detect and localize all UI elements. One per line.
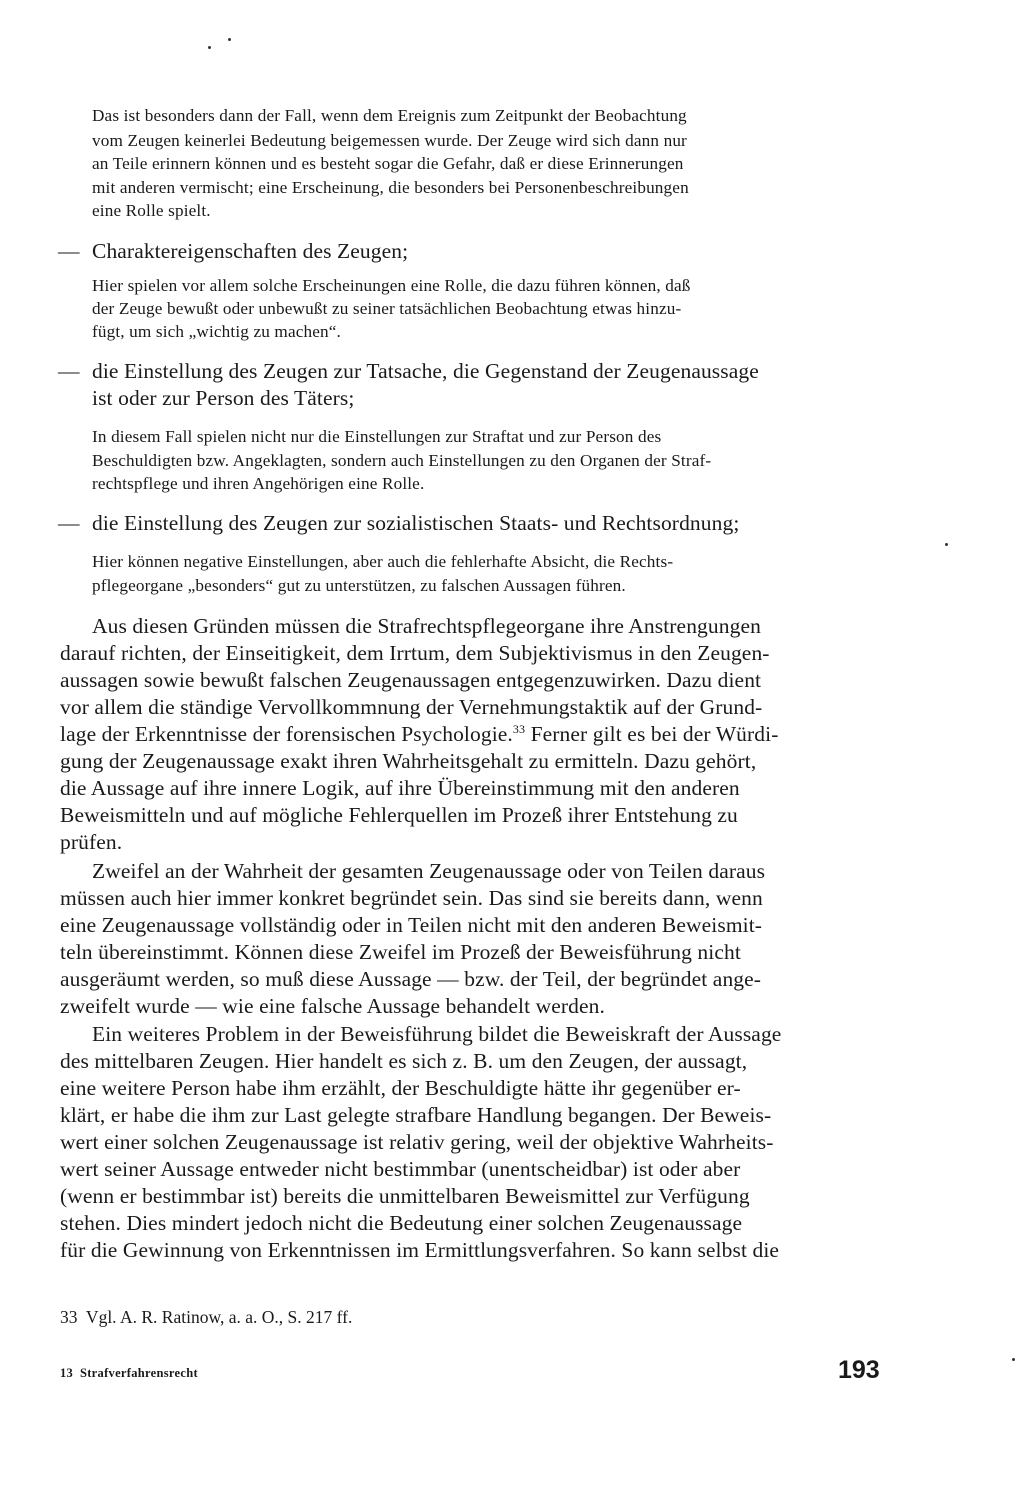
list-item-note: pflegeorgane „besonders“ gut zu unterstützen, zu falschen Aussagen führen. bbox=[92, 576, 626, 595]
list-item-note: der Zeuge bewußt oder unbewußt zu seiner tatsächlichen Beobachtung etwas hinzu- bbox=[92, 299, 682, 318]
text-line: für die Gewinnung von Erkenntnissen im Ermittlungsverfahren. So kann selbst die bbox=[60, 1238, 780, 1262]
list-item-note: rechtspflege und ihren Angehörigen eine Rolle. bbox=[92, 474, 425, 493]
text-line: Das ist besonders dann der Fall, wenn dem Ereignis zum Zeitpunkt der Beobachtung bbox=[92, 106, 687, 125]
list-item-heading: Charaktereigenschaften des Zeugen; bbox=[92, 239, 409, 263]
text-line: stehen. Dies mindert jedoch nicht die Bedeutung einer solchen Zeugenaussage bbox=[60, 1211, 743, 1235]
signature-mark: 13 Strafverfahrensrecht bbox=[60, 1366, 198, 1380]
text-line: ausgeräumt werden, so muß diese Aussage — bzw. der Teil, der begründet ange- bbox=[60, 967, 762, 991]
list-dash: — bbox=[58, 359, 80, 383]
list-item-note: In diesem Fall spielen nicht nur die Einstellungen zur Straftat und zur Person des bbox=[92, 427, 662, 446]
footnote: 33 Vgl. A. R. Ratinow, a. a. O., S. 217 ff. bbox=[60, 1307, 353, 1327]
list-item-note: Hier können negative Einstellungen, aber auch die fehlerhafte Absicht, die Rechts- bbox=[92, 552, 674, 571]
text-line: zweifelt wurde — wie eine falsche Aussage behandelt werden. bbox=[60, 994, 605, 1018]
scan-speck bbox=[1012, 1358, 1015, 1361]
text-line: die Aussage auf ihre innere Logik, auf ihre Übereinstimmung mit den anderen bbox=[60, 776, 740, 800]
text-line: an Teile erinnern können und es besteht sogar die Gefahr, daß er diese Erinnerungen bbox=[92, 154, 684, 173]
scan-speck bbox=[208, 46, 211, 49]
list-item-heading: ist oder zur Person des Täters; bbox=[92, 386, 355, 410]
text-line: lage der Erkenntnisse der forensischen Psychologie.$^{33}$ Ferner gilt es bei der Würdi- bbox=[60, 722, 779, 746]
text-line: klärt, er habe die ihm zur Last gelegte strafbare Handlung begangen. Der Beweis- bbox=[60, 1103, 772, 1127]
text-line: Aus diesen Gründen müssen die Strafrechtspflegeorgane ihre Anstrengungen bbox=[92, 614, 761, 638]
list-item-note: Beschuldigten bzw. Angeklagten, sondern auch Einstellungen zu den Organen der Straf- bbox=[92, 451, 712, 470]
text-line: eine Zeugenaussage vollständig oder in Teilen nicht mit den anderen Beweismit- bbox=[60, 913, 763, 937]
list-item-note: Hier spielen vor allem solche Erscheinungen eine Rolle, die dazu führen können, daß bbox=[92, 276, 691, 295]
text-line: teln übereinstimmt. Können diese Zweifel im Prozeß der Beweisführung nicht bbox=[60, 940, 741, 964]
list-item-heading: die Einstellung des Zeugen zur sozialistischen Staats- und Rechtsordnung; bbox=[92, 511, 740, 535]
text-line: Zweifel an der Wahrheit der gesamten Zeugenaussage oder von Teilen daraus bbox=[92, 859, 766, 883]
text-line: Ein weiteres Problem in der Beweisführung bildet die Beweiskraft der Aussage bbox=[92, 1022, 782, 1046]
text-line: (wenn er bestimmbar ist) bereits die unmittelbaren Beweismittel zur Verfügung bbox=[60, 1184, 750, 1208]
page-number: 193 bbox=[838, 1356, 880, 1384]
text-line: vom Zeugen keinerlei Bedeutung beigemessen wurde. Der Zeuge wird sich dann nur bbox=[92, 131, 687, 150]
text-line: darauf richten, der Einseitigkeit, dem Irrtum, dem Subjektivismus in den Zeugen- bbox=[60, 641, 770, 665]
text-line: prüfen. bbox=[60, 830, 123, 854]
text-line: eine weitere Person habe ihm erzählt, der Beschuldigte hätte ihr gegenüber er- bbox=[60, 1076, 741, 1100]
text-line: Beweismitteln und auf mögliche Fehlerquellen im Prozeß ihrer Entstehung zu bbox=[60, 803, 738, 827]
scan-speck bbox=[945, 543, 948, 546]
text-line: eine Rolle spielt. bbox=[92, 201, 211, 220]
text-line: müssen auch hier immer konkret begründet sein. Das sind sie bereits dann, wenn bbox=[60, 886, 763, 910]
text-line: aussagen sowie bewußt falschen Zeugenaussagen entgegenzuwirken. Dazu dient bbox=[60, 668, 762, 692]
list-item-note: fügt, um sich „wichtig zu machen“. bbox=[92, 322, 341, 341]
text-line: wert seiner Aussage entweder nicht bestimmbar (unentscheidbar) ist oder aber bbox=[60, 1157, 741, 1181]
text-line: vor allem die ständige Vervollkommnung der Vernehmungstaktik auf der Grund- bbox=[60, 695, 763, 719]
text-line: wert einer solchen Zeugenaussage ist relativ gering, weil der objektive Wahrheits- bbox=[60, 1130, 774, 1154]
scan-speck bbox=[228, 38, 231, 41]
footnote-reference[interactable]: 33 bbox=[512, 722, 526, 736]
list-item-heading: die Einstellung des Zeugen zur Tatsache, die Gegenstand der Zeugenaussage bbox=[92, 359, 759, 383]
text-line: gung der Zeugenaussage exakt ihren Wahrheitsgehalt zu ermitteln. Dazu gehört, bbox=[60, 749, 757, 773]
list-dash: — bbox=[58, 239, 80, 263]
text-line: des mittelbaren Zeugen. Hier handelt es sich z. B. um den Zeugen, der aussagt, bbox=[60, 1049, 748, 1073]
list-dash: — bbox=[58, 511, 80, 535]
text-line: mit anderen vermischt; eine Erscheinung, die besonders bei Personenbeschreibungen bbox=[92, 178, 689, 197]
